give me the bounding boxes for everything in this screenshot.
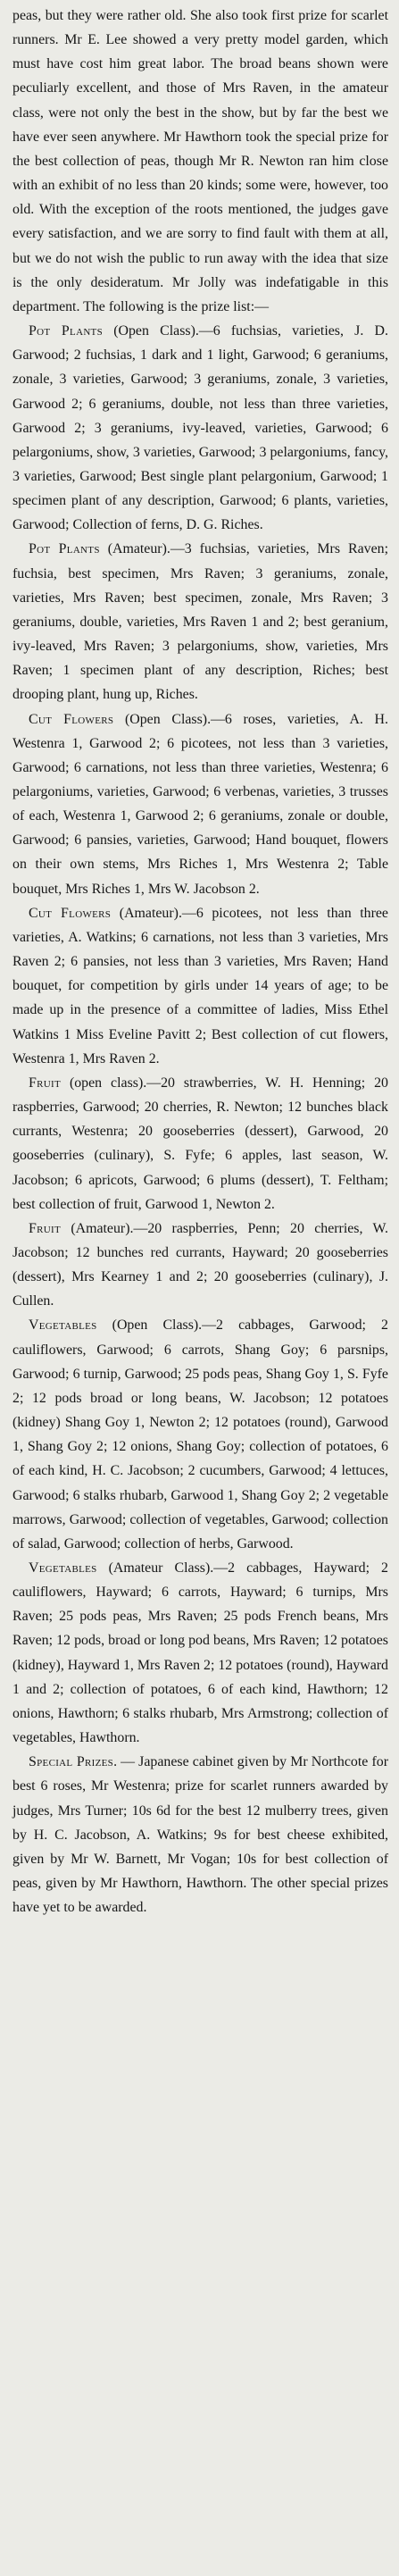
special-prizes-paragraph [12,1750,388,1919]
section-heading: Fruit [29,1220,62,1236]
pot-plants-open-paragraph [12,319,388,537]
section-text: (Amateur Class).—2 cabbages, Hayward; 2 cauliflowers, Hayward; 6 carrots, Hayward; 6 turnips, Mrs Raven; 25 pods peas, Mrs Raven; 25 pods French beans, Mrs Raven; 12 pods, broad or long pod beans, Mrs Raven; 12 potatoes (kidney), Hayward 1, Mrs Raven 2; 12 potatoes (round), Hayward 1 and 2; collection of potatoes, 6 of each kind, Hawthorn; 12 onions, Hawthorn; 6 stalks rhubarb, Mrs Armstrong; collection of vegetables, Hawthorn. [12,1560,388,1746]
section-heading: Cut Flowers [29,711,114,727]
section-heading: Vegetables [29,1560,97,1576]
section-heading: Special Prizes [29,1754,114,1770]
cut-flowers-open-paragraph [12,707,388,901]
section-text: (Amateur).—20 raspberries, Penn; 20 cherries, W. Jacobson; 12 bunches red currants, Hayward; 20 gooseberries (dessert), Mrs Kearney 1 and 2; 20 gooseberries (culinary), J. Cullen. [12,1220,388,1309]
section-heading: Vegetables [29,1317,97,1334]
section-text: (Open Class).—6 fuchsias, varieties, J. D. Garwood; 2 fuchsias, 1 dark and 1 light, Garwood; 6 geraniums, zonale, 3 varieties, Garwood; 3 geraniums, zonale, 3 varieties, Garwood 2; 6 geraniums, double, not less than three varieties, Garwood 2; 3 geraniums, ivy-leaved, varieties, Garwood; 6 pelargoniums, show, 3 varieties, Garwood; 3 pelargoniums, fancy, 3 varieties, Garwood; Best single plant pelargonium, Garwood; 1 specimen plant of any description, Garwood; 6 plants, varieties, Garwood; Collection of ferns, D. G. Riches. [12,323,388,533]
cut-flowers-amateur-paragraph [12,901,388,1071]
vegetables-amateur-paragraph [12,1556,388,1750]
section-text: (Open Class).—6 roses, varieties, A. H. Westenra 1, Garwood 2; 6 picotees, not less than 3 varieties, Garwood; 6 carnations, not less than three varieties, Westenra; 6 pelargoniums, varieties, Garwood; 6 verbenas, varieties, 3 trusses of each, Westenra 1, Garwood 2; 6 geraniums, zonale or double, Garwood; 6 pansies, varieties, Garwood; Hand bouquet, flowers on their own stems, Mrs Riches 1, Mrs Westenra 2; Table bouquet, Mrs Riches 1, Mrs W. Jacobson 2. [12,711,389,897]
section-heading: Pot Plants [29,541,100,557]
fruit-open-paragraph [12,1071,388,1217]
fruit-amateur-paragraph [12,1217,388,1314]
pot-plants-amateur-paragraph [12,537,388,707]
vegetables-open-paragraph [12,1313,388,1556]
section-heading: Cut Flowers [29,905,112,921]
section-text: (open class).—20 strawberries, W. H. Henning; 20 raspberries, Garwood; 20 cherries, R. Newton; 12 bunches black currants, Westenra; 20 gooseberries (dessert), Garwood, 20 gooseberries (culinary), S. Fyfe; 6 apples, last season, W. Jacobson; 6 apricots, Garwood; 6 plums (dessert), T. Feltham; best collection of fruit, Garwood 1, Newton 2. [12,1075,388,1212]
section-text: (Open Class).—2 cabbages, Garwood; 2 cauliflowers, Garwood; 6 carrots, Shang Goy; 6 parsnips, Garwood; 6 turnip, Garwood; 25 pods peas, Shang Goy 1, S. Fyfe 2; 12 pods broad or long beans, W. Jacobson; 12 potatoes (kidney) Shang Goy 1, Newton 2; 12 potatoes (round), Garwood 1, Shang Goy 2; 12 onions, Shang Goy; collection of potatoes, 6 of each kind, H. C. Jacobson; 2 cucumbers, Garwood; 4 lettuces, Garwood; 6 stalks rhubarb, Garwood 1, Shang Goy 2; 2 vegetable marrows, Garwood; collection of vegetables, Garwood; collection of salad, Garwood; collection of herbs, Garwood. [12,1317,388,1551]
intro-text: peas, but they were rather old. She also took first prize for scarlet runners. Mr E. Lee showed a very pretty model garden, which must have cost him great labor. The broad beans shown were peculiarly excellent, and those of Mrs Raven, in the amateur class, were not only the best in the show, but by far the best we have ever seen anywhere. Mr Hawthorn took the special prize for the best collection of peas, though Mr R. Newton ran him close with an exhibit of no less than 20 kinds; some were, however, too old. With the exception of the roots mentioned, the judges gave every satisfaction, and we are sorry to find fault with them at all, but we do not wish the public to run away with the idea that size is the only desideratum. Mr Jolly was indefatigable in this department. The following is the prize list:— [12,8,388,314]
section-heading: Pot Plants [29,323,103,339]
section-heading: Fruit [29,1075,62,1091]
section-text: (Amateur).—6 picotees, not less than three varieties, A. Watkins; 6 carnations, not less than 3 varieties, Mrs Raven 2; 6 pansies, not less than 3 varieties, Mrs Raven; Hand bouquet, for competition by girls under 14 years of age; to be made up in the presence of a committee of ladies, Miss Ethel Watkins 1 Miss Eveline Pavitt 2; Best collection of cut flowers, Westenra 1, Mrs Raven 2. [12,905,388,1066]
section-text: (Amateur).—3 fuchsias, varieties, Mrs Raven; fuchsia, best specimen, Mrs Raven; 3 geraniums, zonale, varieties, Mrs Raven; best specimen, zonale, Mrs Raven; 3 geraniums, double, varieties, Mrs Raven 1 and 2; best geranium, ivy-leaved, Mrs Raven; 3 pelargoniums, show, varieties, Mrs Raven; 1 specimen plant of any description, Riches; best drooping plant, hung up, Riches. [12,541,388,703]
intro-paragraph [12,4,388,319]
section-text: . — Japanese cabinet given by Mr Northcote for best 6 roses, Mr Westenra; prize for scarlet runners awarded by judges, Mrs Turner; 10s 6d for the best 12 mulberry trees, given by H. C. Jacobson, A. Watkins; 9s for best cheese exhibited, given by Mr W. Barnett, Mr Vogan; 10s for best collection of peas, given by Mr Hawthorn, Hawthorn. The other special prizes have yet to be awarded. [12,1754,388,1916]
